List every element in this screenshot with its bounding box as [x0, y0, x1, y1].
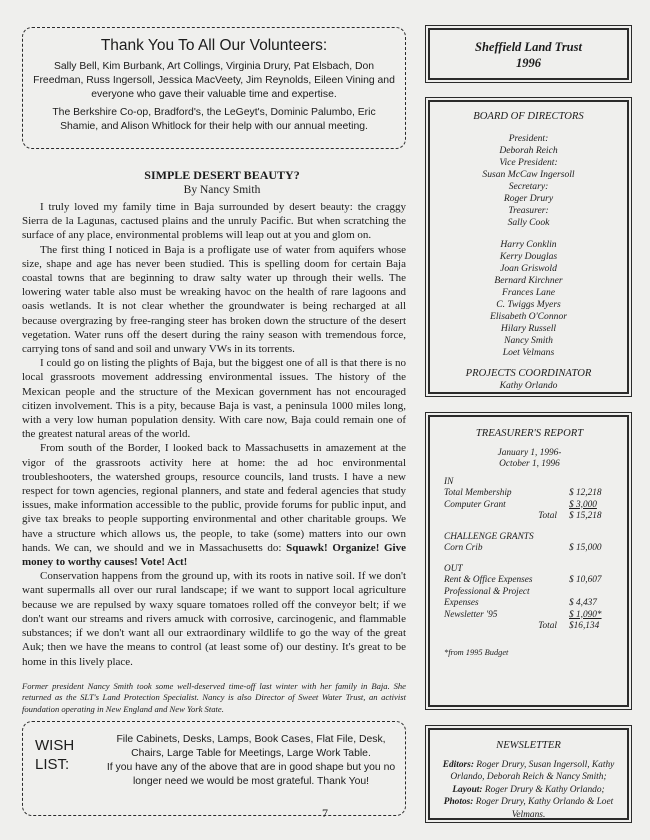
out-row	[444, 610, 615, 622]
article-paragraph: Conservation happens from the ground up, with its roots in native soil. If we don't want supermalls all over our rural landscape; if we want to support local agriculture because we are repulsed by waxy square tomatoes rolled off the conveyor belt; if we don't want our streams and rivers amuck with corrosive, carcinogenic, and flammable substances; if we don't want all our extraordinary wildlife to go the way of the great Auk; then we have the means to control (at least some of) our destiny. It's great to be home in this lively place.	[22, 570, 406, 668]
volunteers-box	[22, 27, 406, 149]
wish-label-line: WISH	[35, 737, 75, 754]
article-title: SIMPLE DESERT BEAUTY?	[144, 168, 300, 182]
treasurer-footnote: *from 1995 Budget	[444, 647, 509, 657]
challenge-label: CHALLENGE GRANTS	[444, 531, 534, 542]
out-label: OUT	[444, 563, 463, 574]
row-label: Expenses	[444, 598, 479, 608]
board-officer: Sally Cook	[507, 217, 550, 228]
newsletter-title: NEWSLETTER	[496, 740, 561, 751]
period-start: January 1, 1996-	[497, 447, 562, 458]
board-member: Joan Griswold	[500, 263, 557, 274]
article-paragraph	[22, 441, 406, 569]
total-amount: $16,134	[569, 621, 600, 631]
article-paragraph: The first thing I noticed in Baja is a profligate use of water from aquifers whose size, shape and age has never been studied. This is spelling doom for certain Baja coastal towns that are beginning to draw salty water up through their wells. The lowering water table also must be wreaking havoc on the health of rare lagoons and oasis wetlands. It is not clear whether the groundwater is being recharged at all because overgrazing by free-ranging steer has broken down the structure of the desert vegetation. Water runs off the desert during the rainy season with tremendous force, carrying tons of sand and soil and unwary VWs in its torrents.	[22, 243, 406, 356]
article-paragraph: I truly loved my family time in Baja surrounded by desert beauty: the craggy Sierra de la Lagunas, cactused plains and the unruly Pacific. But when scratching the surface of any place, environmental problems will leap out at you and glom on.	[22, 201, 406, 242]
out-row	[444, 598, 615, 610]
coordinator-name: Kathy Orlando	[499, 380, 558, 391]
board-officer: Vice President:	[499, 157, 558, 168]
coordinator-title: PROJECTS COORDINATOR	[465, 368, 592, 379]
board-title: BOARD OF DIRECTORS	[473, 111, 584, 122]
layout-credit: Roger Drury & Kathy Orlando;	[484, 784, 605, 795]
row-label: Rent & Office Expenses	[444, 575, 533, 585]
board-member: Nancy Smith	[504, 335, 553, 346]
row-amount: $ 4,437	[569, 598, 597, 608]
wish-items: File Cabinets, Desks, Lamps, Book Cases, Flat File, Desk, Chairs, Large Table for Meetings, Large Work Table.	[116, 734, 386, 759]
total-amount: $ 15,218	[569, 511, 602, 521]
wish-list-label	[35, 736, 74, 774]
board-member: Hilary Russell	[500, 323, 557, 334]
board-officer: Secretary:	[508, 181, 549, 192]
total-label: Total	[538, 511, 557, 521]
treasurer-box	[428, 415, 629, 707]
wish-label-line: LIST:	[35, 756, 70, 773]
row-label: Computer Grant	[444, 499, 506, 510]
board-member: Bernard Kirchner	[494, 275, 563, 286]
board-member: Elisabeth O'Connor	[490, 311, 567, 322]
out-total-row	[444, 621, 615, 633]
board-officer: Treasurer:	[508, 205, 549, 216]
editors-label: Editors:	[442, 759, 474, 770]
in-total-row	[444, 511, 615, 523]
row-label: Corn Crib	[444, 543, 483, 553]
row-amount: $ 3,000	[569, 499, 597, 510]
layout-label: Layout:	[452, 784, 483, 795]
in-row	[444, 488, 615, 500]
in-row	[444, 500, 615, 512]
treasurer-title: TREASURER'S REPORT	[475, 428, 584, 439]
row-label: Newsletter '95	[444, 609, 498, 620]
spacer	[430, 229, 627, 239]
challenge-row	[444, 543, 615, 555]
board-member: Kerry Douglas	[499, 251, 558, 262]
photos-credit: Roger Drury, Kathy Orlando & Loet Velmans.	[475, 797, 614, 820]
row-amount: $ 15,000	[569, 543, 602, 553]
board-officer: Roger Drury	[503, 193, 554, 204]
out-row	[444, 575, 615, 587]
board-officer: Susan McCaw Ingersoll	[482, 169, 575, 180]
row-label: Total Membership	[444, 488, 512, 498]
article-paragraph: I could go on listing the plights of Baja, but the biggest one of all is that there is no local grassroots movement addressing environmental issues. The history of the Mexican people and the structure of the Mexican government has not encouraged citizen involvement. This is a pity, because Baja is vast, a peninsula 1000 miles long, with a very low human population density. With care now, Baja could remain one of the greatest natural areas of the world.	[22, 357, 406, 441]
board-officer: Deborah Reich	[499, 145, 558, 156]
volunteers-title: Thank You To All Our Volunteers:	[100, 37, 328, 54]
out-row-label: Professional & Project	[444, 586, 530, 597]
editors: Roger Drury, Susan Ingersoll, Kathy Orlando, Deborah Reich & Nancy Smith;	[450, 759, 615, 783]
board-box	[428, 100, 629, 394]
in-label: IN	[444, 476, 454, 487]
page-number: 7	[322, 806, 328, 820]
row-amount: $ 10,607	[569, 575, 602, 585]
article-byline: By Nancy Smith	[183, 184, 261, 196]
board-officer: President:	[508, 133, 549, 144]
volunteers-businesses: The Berkshire Co-op, Bradford's, the LeGeyt's, Dominic Palumbo, Eric Shamie, and Alison Whitlock for their help with our annual meeting.	[52, 107, 376, 132]
article	[22, 168, 406, 715]
article-call-to-action: Squawk! Organize! Give money to worthy causes! Vote! Act!	[22, 541, 406, 569]
wish-list-box	[22, 721, 406, 816]
total-label: Total	[538, 621, 557, 631]
row-amount: $ 12,218	[569, 488, 602, 498]
org-title-box	[428, 28, 629, 80]
org-year: 1996	[516, 56, 541, 70]
report-period	[444, 448, 615, 471]
volunteers-names: Sally Bell, Kim Burbank, Art Collings, Virginia Drury, Pat Elsbach, Don Freedman, Russ Ingersoll, Jessica MacVeety, Jim Reynolds, Eileen Vining and everyone who gave their valuable time and expertise.	[33, 61, 395, 100]
board-member: Frances Lane	[501, 287, 556, 298]
row-amount: $ 1,090*	[569, 609, 602, 620]
article-text: From south of the Border, I looked back to Massachusetts in amazement at the vigor of the grassroots activity here at home: the ad hoc environmental troubleshooters, the watershed groups, resource councils, land trusts. I have a new respect for town agencies, regional planners, and state and federal agencies that study issues, make information accessible to the public, provide forums for public input, and give tax breaks to people supporting environmental and other charitable groups. We have a structure which allows us, the people, to take (some) matters into our own hands. We can, we should and we in Massachusetts do:	[22, 442, 406, 554]
author-bio: Former president Nancy Smith took some well-deserved time-off last winter with her family in Baja. She returned as the SLT's Land Protection Specialist. Nancy is also Director of Sweet Water Trust, an activist foundation operating in New England and New York State.	[22, 680, 406, 714]
wish-list-text	[103, 733, 399, 789]
photos-label: Photos:	[443, 797, 474, 808]
period-end: October 1, 1996	[499, 459, 560, 469]
org-name: Sheffield Land Trust	[475, 40, 582, 54]
board-member: C. Twiggs Myers	[496, 299, 561, 310]
board-member: Loet Velmans	[502, 347, 555, 358]
wish-request: If you have any of the above that are in good shape but you no longer need we would be most grateful. Thank You!	[106, 762, 396, 787]
spacer	[444, 523, 615, 532]
board-member: Harry Conklin	[500, 239, 557, 250]
spacer	[444, 555, 615, 564]
